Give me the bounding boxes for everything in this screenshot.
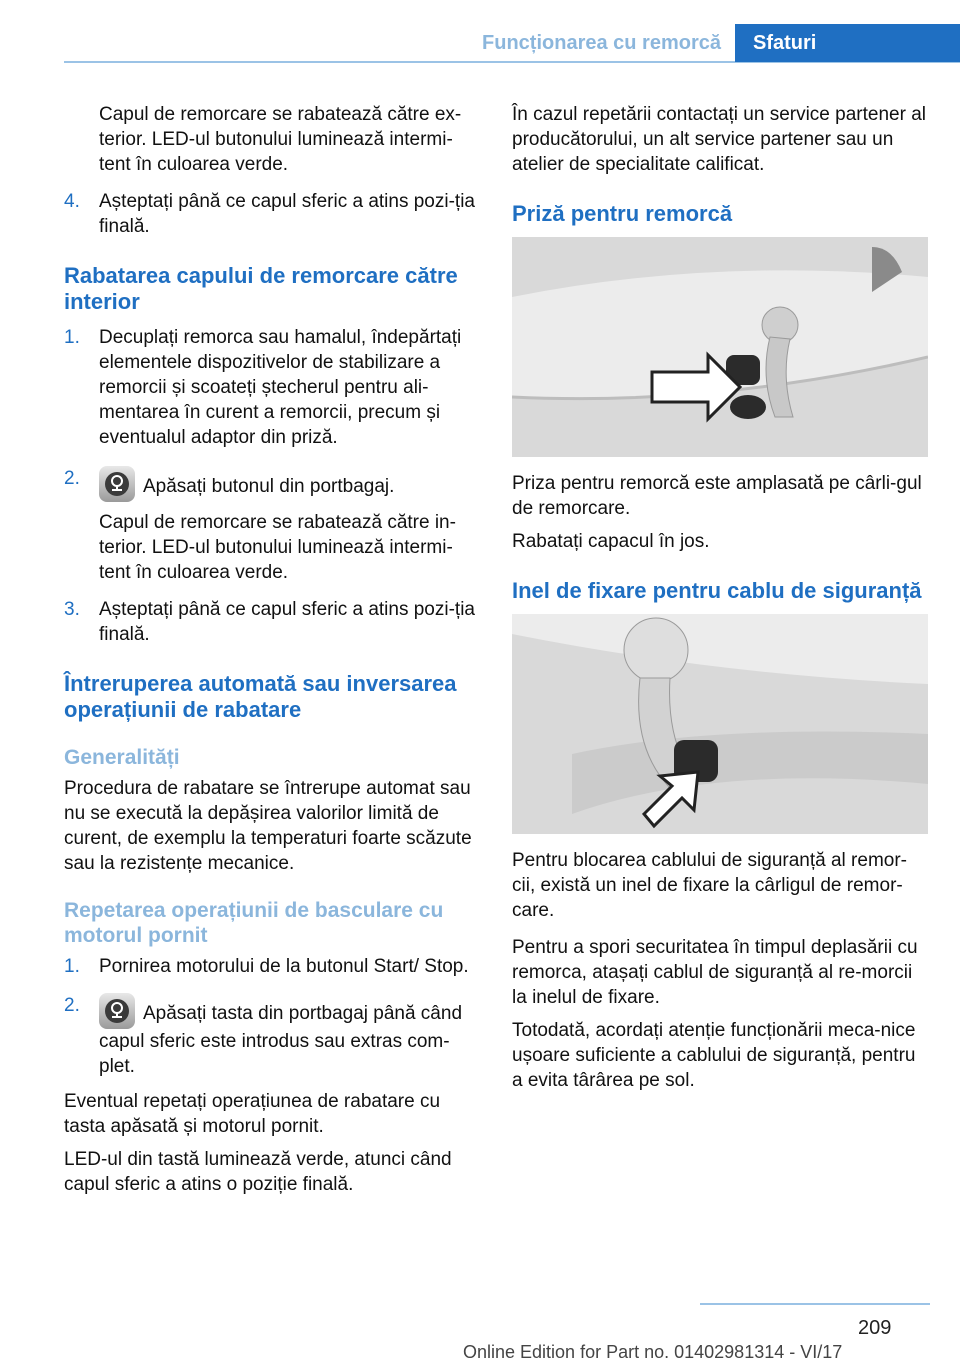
- safety-cable-ring-illustration: [512, 614, 928, 834]
- service-paragraph: În cazul repetării contactați un service partener al producătorului, un alt service partener sau un atelier de specialitate calificat.: [512, 104, 926, 175]
- step-number: 4.: [64, 191, 80, 212]
- left-column: [64, 102, 482, 1197]
- generalitati-paragraph: Procedura de rabatare se întrerupe automat sau nu se execută la depășirea valorilor limită de curent, de exemplu la temperaturi foarte scăzute sau la rezistențe mecanice.: [64, 778, 472, 874]
- priza-paragraph-2: Rabatați capacul în jos.: [512, 531, 710, 552]
- step-number: 2.: [64, 468, 80, 489]
- right-column: [512, 102, 930, 1093]
- step-number: 1.: [64, 327, 80, 348]
- tow-button-icon: [99, 993, 135, 1029]
- inel-paragraph-3: Totodată, acordați atenție funcționării meca‐nice ușoare suficiente a cablului de siguranță, pentru a evita târârea pe sol.: [512, 1020, 916, 1091]
- page-number: 209: [858, 1317, 892, 1339]
- subheading-repetarea: Repetarea operațiunii de basculare cu motorul pornit: [64, 899, 444, 947]
- trailer-socket-illustration: [512, 237, 928, 457]
- led-paragraph: LED-ul din tastă luminează verde, atunci când capul sferic a atins o poziție finală.: [64, 1149, 452, 1195]
- step-item: [64, 325, 482, 450]
- step-number: 3.: [64, 599, 80, 620]
- step-item: [64, 189, 482, 239]
- tow-button-icon: [99, 466, 135, 502]
- section-heading-intrerupere: Întreruperea automată sau inversarea operațiunii de rabatare: [64, 671, 457, 722]
- step-text: Pornirea motorului de la butonul Start/ Stop.: [99, 956, 469, 977]
- section-heading-rabatare: Rabatarea capului de remorcare către interior: [64, 263, 458, 314]
- header-chapter-tab: Sfaturi: [735, 24, 960, 62]
- step-item: [64, 954, 482, 979]
- step-item: [64, 466, 482, 585]
- section-heading-inel: Inel de fixare pentru cablu de siguranță: [512, 578, 922, 603]
- section-heading-priza: Priză pentru remorcă: [512, 201, 733, 226]
- subheading-generalitati: Generalități: [64, 746, 180, 769]
- step-item: [64, 597, 482, 647]
- step-text: Așteptați până ce capul sferic a atins pozi‐ția finală.: [99, 599, 475, 645]
- step-number: 2.: [64, 995, 80, 1016]
- step-result: Capul de remorcare se rabatează către in‐terior. LED-ul butonului luminează intermi‐tent în culoarea verde.: [99, 512, 456, 583]
- header-section-title: Funcționarea cu remorcă: [482, 32, 721, 54]
- inel-paragraph-2: Pentru a spori securitatea în timpul deplasării cu remorca, atașați cablul de siguranță al re‐morcii la inelul de fixare.: [512, 937, 918, 1008]
- step-number: 1.: [64, 956, 80, 977]
- edition-line: Online Edition for Part no. 01402981314 - VI/17: [463, 1342, 843, 1362]
- step-text: Apăsați butonul din portbagaj.: [143, 476, 395, 497]
- step-item: [64, 993, 482, 1079]
- inel-paragraph-1: Pentru blocarea cablului de siguranță al remor‐cii, există un inel de fixare la cârligul de remor‐care.: [512, 850, 907, 921]
- eventual-paragraph: Eventual repetați operațiunea de rabatare cu tasta apăsată și motorul pornit.: [64, 1091, 441, 1137]
- intro-paragraph: Capul de remorcare se rabatează către ex‐terior. LED-ul butonului luminează intermi‐tent în culoarea verde.: [99, 104, 462, 175]
- step-text: Apăsați tasta din portbagaj până când capul sferic este introdus sau extras com‐plet.: [99, 1003, 463, 1077]
- footer-rule: [700, 1303, 930, 1305]
- step-text: Așteptați până ce capul sferic a atins pozi‐ția finală.: [99, 191, 475, 237]
- step-text: Decuplați remorca sau hamalul, îndepărtați elementele dispozitivelor de stabilizare a remorcii și scoateți ștecherul pentru ali‐mentarea în curent a remorcii, precum și eventualul adaptor din priză.: [99, 327, 462, 448]
- priza-paragraph-1: Priza pentru remorcă este amplasată pe cârli‐gul de remorcare.: [512, 473, 922, 519]
